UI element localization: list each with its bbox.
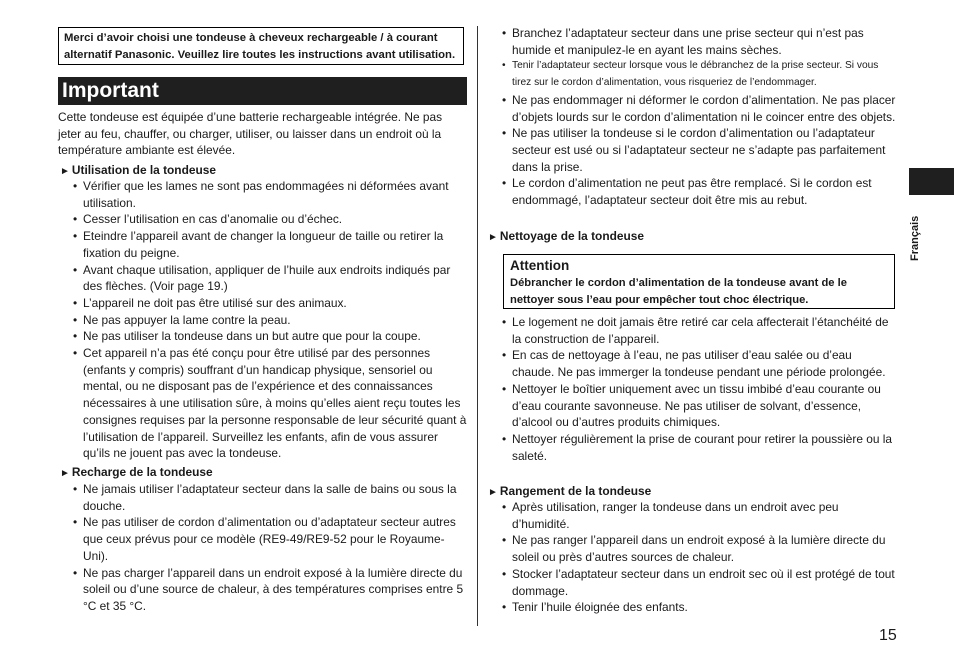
list-item: • Nettoyer régulièrement la prise de courant pour retirer la poussière ou la saleté.: [502, 431, 896, 464]
list-item: • Cesser l’utilisation en cas d’anomalie ou d’échec.: [73, 211, 468, 228]
section-recharge-title: ► Recharge de la tondeuse: [60, 465, 213, 479]
attention-title: Attention: [510, 258, 570, 273]
arrow-right-icon: ►: [60, 166, 70, 177]
list-item: • L’appareil ne doit pas être utilisé sur des animaux.: [73, 295, 468, 312]
intro-notice-box: Merci d’avoir choisi une tondeuse à cheveux rechargeable / à courant alternatif Panasonic. Veuillez lire toutes les instructions avant utilisation.: [58, 27, 464, 65]
arrow-right-icon: ►: [488, 232, 498, 243]
attention-box: [503, 254, 895, 309]
important-heading: Important: [58, 77, 467, 105]
list-item: • Ne pas charger l’appareil dans un endroit exposé à la lumière directe du soleil ou d’une source de chaleur, à des températures comprises entre 5 °C et 35 °C.: [73, 565, 468, 615]
list-item: • Tenir l’huile éloignée des enfants.: [502, 599, 896, 616]
list-item: • Le logement ne doit jamais être retiré car cela affecterait l’étanchéité de la construction de l’appareil.: [502, 314, 896, 347]
list-item: • Ne jamais utiliser l’adaptateur secteur dans la salle de bains ou sous la douche.: [73, 481, 468, 514]
utilisation-list: [73, 178, 468, 462]
rangement-list: [502, 499, 896, 616]
list-item: • Ne pas appuyer la lame contre la peau.: [73, 312, 468, 329]
list-item: • Cet appareil n’a pas été conçu pour être utilisé par des personnes (enfants y compris) souffrant d’un handicap physique, sensoriel ou mental, ou ne disposant pas de l’expérience et des connaissances nécessaires à une utilisation sûre, à moins qu’elles aient reçu toutes les consignes requises par la personne responsable de leur sécurité quant à l’utilisation de l’appareil. Surveillez les enfants, afin de vous assurer qu’ils ne jouent pas avec la tondeuse.: [73, 345, 468, 462]
list-item: • Nettoyer le boîtier uniquement avec un tissu imbibé d’eau courante ou d’eau courante savonneuse. Ne pas utiliser de solvant, d’essence, d’alcool ou d’autres produits chimiques.: [502, 381, 896, 431]
section-nettoyage-title: ► Nettoyage de la tondeuse: [488, 229, 644, 243]
list-item: • Ne pas ranger l’appareil dans un endroit exposé à la lumière directe du soleil ou près d’autres sources de chaleur.: [502, 532, 896, 565]
list-item: • Stocker l’adaptateur secteur dans un endroit sec où il est protégé de tout dommage.: [502, 566, 896, 599]
arrow-right-icon: ►: [488, 487, 498, 498]
list-item: • Ne pas utiliser la tondeuse si le cordon d’alimentation ou l’adaptateur secteur est usé ou si l’adaptateur secteur ne s’adapte pas parfaitement dans la prise.: [502, 125, 896, 175]
list-item: • Vérifier que les lames ne sont pas endommagées ni déformées avant utilisation.: [73, 178, 468, 211]
list-item: • En cas de nettoyage à l’eau, ne pas utiliser d’eau salée ou d’eau chaude. Ne pas immerger la tondeuse pendant une période prolongée.: [502, 347, 896, 380]
list-item: • Ne pas endommager ni déformer le cordon d’alimentation. Ne pas placer d’objets lourds sur le cordon d’alimentation ni le coincer entre des objets.: [502, 92, 896, 125]
nettoyage-list: [502, 314, 896, 464]
attention-text: Débrancher le cordon d’alimentation de la tondeuse avant de le nettoyer sous l’eau pour empêcher tout choc électrique.: [510, 277, 847, 306]
list-item: • Ne pas utiliser de cordon d’alimentation ou d’adaptateur secteur autres que ceux prévus pour ce modèle (RE9-49/RE9-52 pour le Royaume-Uni).: [73, 514, 468, 564]
list-item: • Le cordon d’alimentation ne peut pas être remplacé. Si le cordon est endommagé, l’adaptateur secteur doit être mis au rebut.: [502, 175, 896, 208]
section-utilisation-title: ► Utilisation de la tondeuse: [60, 163, 216, 177]
intro-paragraph: Cette tondeuse est équipée d’une batterie rechargeable intégrée. Ne pas jeter au feu, chauffer, ou charger, utiliser, ou laisser dans un endroit où la température ambiante est élevée.: [58, 110, 443, 158]
section-rangement-title: ► Rangement de la tondeuse: [488, 484, 652, 498]
list-item: • Avant chaque utilisation, appliquer de l’huile aux endroits indiqués par des flèches. (Voir page 19.): [73, 262, 468, 295]
list-item: • Après utilisation, ranger la tondeuse dans un endroit avec peu d’humidité.: [502, 499, 896, 532]
arrow-right-icon: ►: [60, 468, 70, 479]
page-number: 15: [879, 627, 897, 644]
list-item: • Tenir l’adaptateur secteur lorsque vous le débranchez de la prise secteur. Si vous tirez sur le cordon d’alimentation, vous risqueriez de l’endommager.: [502, 58, 896, 91]
language-label: Français: [909, 215, 921, 261]
column-divider: [477, 26, 478, 626]
list-item: • Branchez l’adaptateur secteur dans une prise secteur qui n’est pas humide et manipulez-le en ayant les mains sèches.: [502, 25, 896, 58]
recharge-continued-list: [502, 25, 896, 209]
recharge-list: [73, 481, 468, 615]
list-item: • Eteindre l’appareil avant de changer la longueur de taille ou retirer la fixation du peigne.: [73, 228, 468, 261]
language-tab-marker: [909, 168, 954, 195]
list-item: • Ne pas utiliser la tondeuse dans un but autre que pour la coupe.: [73, 328, 468, 345]
